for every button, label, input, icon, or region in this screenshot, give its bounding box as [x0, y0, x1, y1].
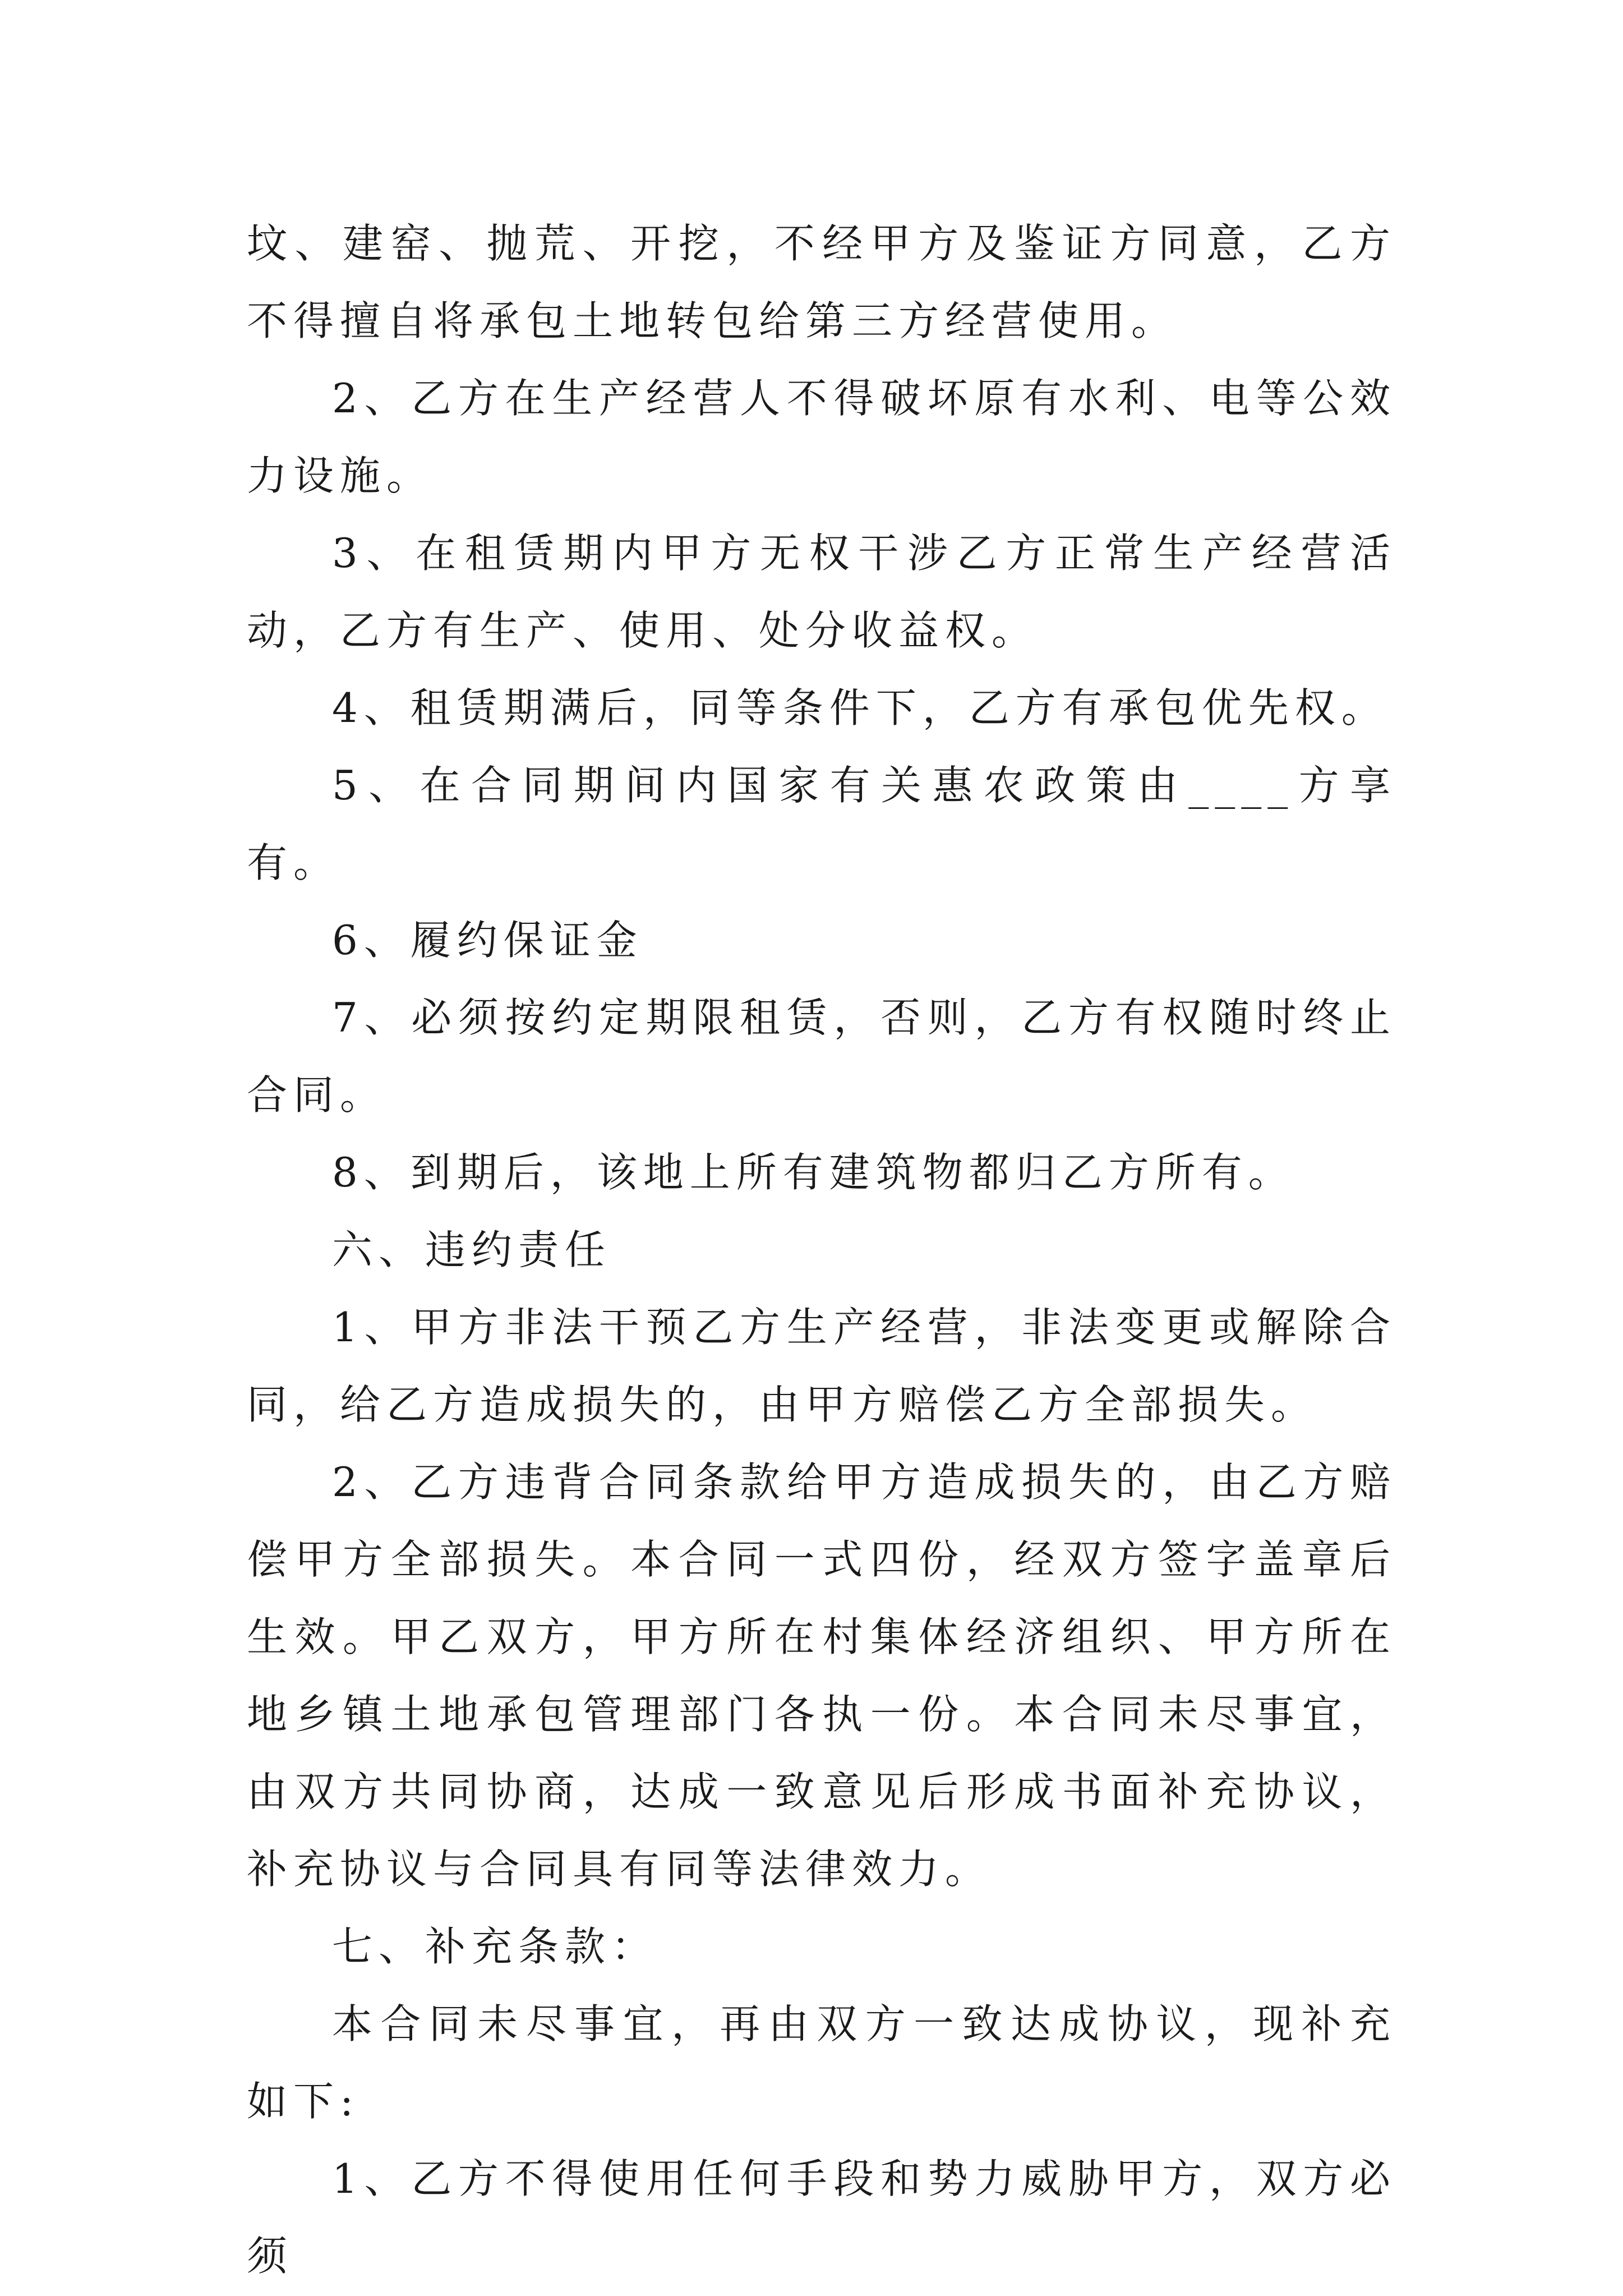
clause-2: 2、乙方在生产经营人不得破坏原有水利、电等公效力设施。 — [247, 375, 1396, 499]
paragraph-continuation: 坟、建窑、抛荒、开挖，不经甲方及鉴证方同意，乙方不得擅自将承包土地转包给第三方经营使用。 — [247, 220, 1396, 344]
liability-clause-2: 2、乙方违背合同条款给甲方造成损失的，由乙方赔偿甲方全部损失。本合同一式四份，经双方签字盖章后生效。甲乙双方，甲方所在村集体经济组织、甲方所在地乡镇土地承包管理部门各执一份。本合同未尽事宜，由双方共同协商，达成一致意见后形成书面补充协议，补充协议与合同具有同等法律效力。 — [247, 1458, 1396, 1893]
supplementary-clause-1: 1、乙方不得使用任何手段和势力威胁甲方，双方必须 — [247, 2155, 1396, 2280]
clause-8: 8、到期后，该地上所有建筑物都归乙方所有。 — [332, 1149, 1295, 1196]
clause-4: 4、租赁期满后，同等条件下，乙方有承包优先权。 — [332, 684, 1388, 731]
section-heading-liability: 六、违约责任 — [332, 1226, 612, 1273]
clause-6: 6、履约保证金 — [332, 917, 643, 964]
clause-7: 7、必须按约定期限租赁，否则，乙方有权随时终止合同。 — [247, 994, 1396, 1119]
clause-3: 3、在租赁期内甲方无权干涉乙方正常生产经营活动，乙方有生产、使用、处分收益权。 — [247, 530, 1396, 654]
supplementary-intro: 本合同未尽事宜，再由双方一致达成协议，现补充如下: — [247, 2000, 1396, 2125]
clause-5: 5、在合同期间内国家有关惠农政策由____方享有。 — [247, 762, 1396, 886]
liability-clause-1: 1、甲方非法干预乙方生产经营，非法变更或解除合同，给乙方造成损失的，由甲方赔偿乙方全部损失。 — [247, 1304, 1396, 1428]
document-body — [247, 205, 1396, 2295]
section-heading-supplementary: 七、补充条款： — [332, 1923, 658, 1970]
